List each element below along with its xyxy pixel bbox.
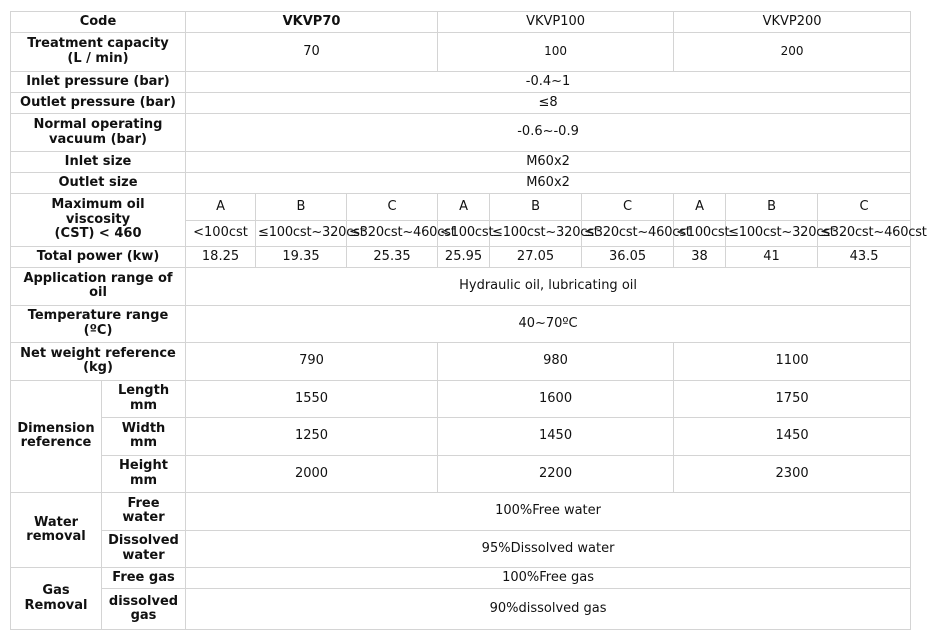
spec-table <box>10 11 927 630</box>
vacuum-row <box>11 114 911 151</box>
outlet-pressure-row <box>11 93 911 114</box>
viscosity-grade: C <box>818 194 911 220</box>
free-water-value: 100%Free water <box>186 493 911 530</box>
inlet-pressure-row <box>11 71 911 92</box>
viscosity-range: <100cst <box>438 220 490 246</box>
length-vkvp200: 1750 <box>674 380 911 417</box>
width-vkvp100: 1450 <box>438 418 674 455</box>
model-header-vkvp100: VKVP100 <box>438 12 674 33</box>
dimension-width-row <box>11 418 911 455</box>
total-power-value: 27.05 <box>490 246 582 267</box>
width-vkvp70: 1250 <box>186 418 438 455</box>
viscosity-grade: A <box>674 194 726 220</box>
outlet-size-label: Outlet size <box>11 173 186 194</box>
height-vkvp70: 2000 <box>186 455 438 492</box>
dissolved-water-row <box>11 530 911 567</box>
total-power-value: 25.95 <box>438 246 490 267</box>
dimension-group-label: Dimension reference <box>11 380 102 492</box>
inlet-size-label: Inlet size <box>11 151 186 172</box>
code-header: Code <box>11 12 186 33</box>
net-weight-vkvp70: 790 <box>186 343 438 380</box>
height-label: Height mm <box>102 455 186 492</box>
total-power-label: Total power (kw) <box>11 246 186 267</box>
viscosity-range: ≤100cst~320cst <box>490 220 582 246</box>
model-header-vkvp70: VKVP70 <box>186 12 438 33</box>
application-value: Hydraulic oil, lubricating oil <box>186 268 911 305</box>
total-power-value: 41 <box>726 246 818 267</box>
height-vkvp100: 2200 <box>438 455 674 492</box>
temperature-row <box>11 305 911 342</box>
viscosity-range: <100cst <box>186 220 256 246</box>
viscosity-range: ≤320cst~460cst <box>347 220 438 246</box>
viscosity-range: ≤320cst~460cst <box>582 220 674 246</box>
viscosity-grade: C <box>347 194 438 220</box>
viscosity-range: ≤100cst~320cst <box>726 220 818 246</box>
width-vkvp200: 1450 <box>674 418 911 455</box>
total-power-value: 25.35 <box>347 246 438 267</box>
outlet-size-row <box>11 173 911 194</box>
application-row <box>11 268 911 305</box>
length-vkvp100: 1600 <box>438 380 674 417</box>
free-gas-label: Free gas <box>102 568 186 589</box>
net-weight-row <box>11 343 911 380</box>
free-gas-row <box>11 568 911 589</box>
outlet-pressure-value: ≤8 <box>186 93 911 114</box>
vacuum-label: Normal operating vacuum (bar) <box>11 114 186 151</box>
viscosity-grade: B <box>726 194 818 220</box>
viscosity-grade: C <box>582 194 674 220</box>
net-weight-vkvp100: 980 <box>438 343 674 380</box>
viscosity-grade: B <box>490 194 582 220</box>
outlet-pressure-label: Outlet pressure (bar) <box>11 93 186 114</box>
dissolved-gas-label: dissolved gas <box>102 589 186 630</box>
temperature-label: Temperature range (ºC) <box>11 305 186 342</box>
viscosity-grade: A <box>186 194 256 220</box>
inlet-size-value: M60x2 <box>186 151 911 172</box>
water-removal-group-label: Water removal <box>11 493 102 568</box>
dissolved-water-value: 95%Dissolved water <box>186 530 911 567</box>
model-header-vkvp200: VKVP200 <box>674 12 911 33</box>
outlet-size-value: M60x2 <box>186 173 911 194</box>
application-label: Application range of oil <box>11 268 186 305</box>
total-power-value: 18.25 <box>186 246 256 267</box>
width-label: Width mm <box>102 418 186 455</box>
length-label: Length mm <box>102 380 186 417</box>
viscosity-range: ≤100cst~320cst <box>256 220 347 246</box>
treatment-capacity-label: Treatment capacity (L / min) <box>11 33 186 71</box>
viscosity-label: Maximum oil viscosity (CST) < 460 <box>11 194 186 247</box>
dimension-height-row <box>11 455 911 492</box>
viscosity-range: ≤320cst~460cst <box>818 220 911 246</box>
vacuum-value: -0.6~-0.9 <box>186 114 911 151</box>
free-water-row <box>11 493 911 530</box>
header-row <box>11 12 911 33</box>
temperature-value: 40~70ºC <box>186 305 911 342</box>
total-power-value: 43.5 <box>818 246 911 267</box>
treatment-capacity-vkvp70: 70 <box>186 33 438 71</box>
gas-removal-group-label: Gas Removal <box>11 568 102 630</box>
net-weight-vkvp200: 1100 <box>674 343 911 380</box>
treatment-capacity-row <box>11 33 911 71</box>
total-power-value: 19.35 <box>256 246 347 267</box>
total-power-row <box>11 246 911 267</box>
total-power-value: 36.05 <box>582 246 674 267</box>
treatment-capacity-vkvp100: 100 <box>438 33 674 71</box>
free-gas-value: 100%Free gas <box>186 568 911 589</box>
dissolved-water-label: Dissolved water <box>102 530 186 567</box>
treatment-capacity-vkvp200: 200 <box>674 33 911 71</box>
dissolved-gas-row <box>11 589 911 630</box>
length-vkvp70: 1550 <box>186 380 438 417</box>
inlet-pressure-value: -0.4~1 <box>186 71 911 92</box>
free-water-label: Free water <box>102 493 186 530</box>
viscosity-grade: B <box>256 194 347 220</box>
total-power-value: 38 <box>674 246 726 267</box>
viscosity-range: <100cst <box>674 220 726 246</box>
inlet-pressure-label: Inlet pressure (bar) <box>11 71 186 92</box>
dissolved-gas-value: 90%dissolved gas <box>186 589 911 630</box>
inlet-size-row <box>11 151 911 172</box>
dimension-length-row <box>11 380 911 417</box>
net-weight-label: Net weight reference (kg) <box>11 343 186 380</box>
height-vkvp200: 2300 <box>674 455 911 492</box>
viscosity-grade-row <box>11 194 911 220</box>
viscosity-grade: A <box>438 194 490 220</box>
